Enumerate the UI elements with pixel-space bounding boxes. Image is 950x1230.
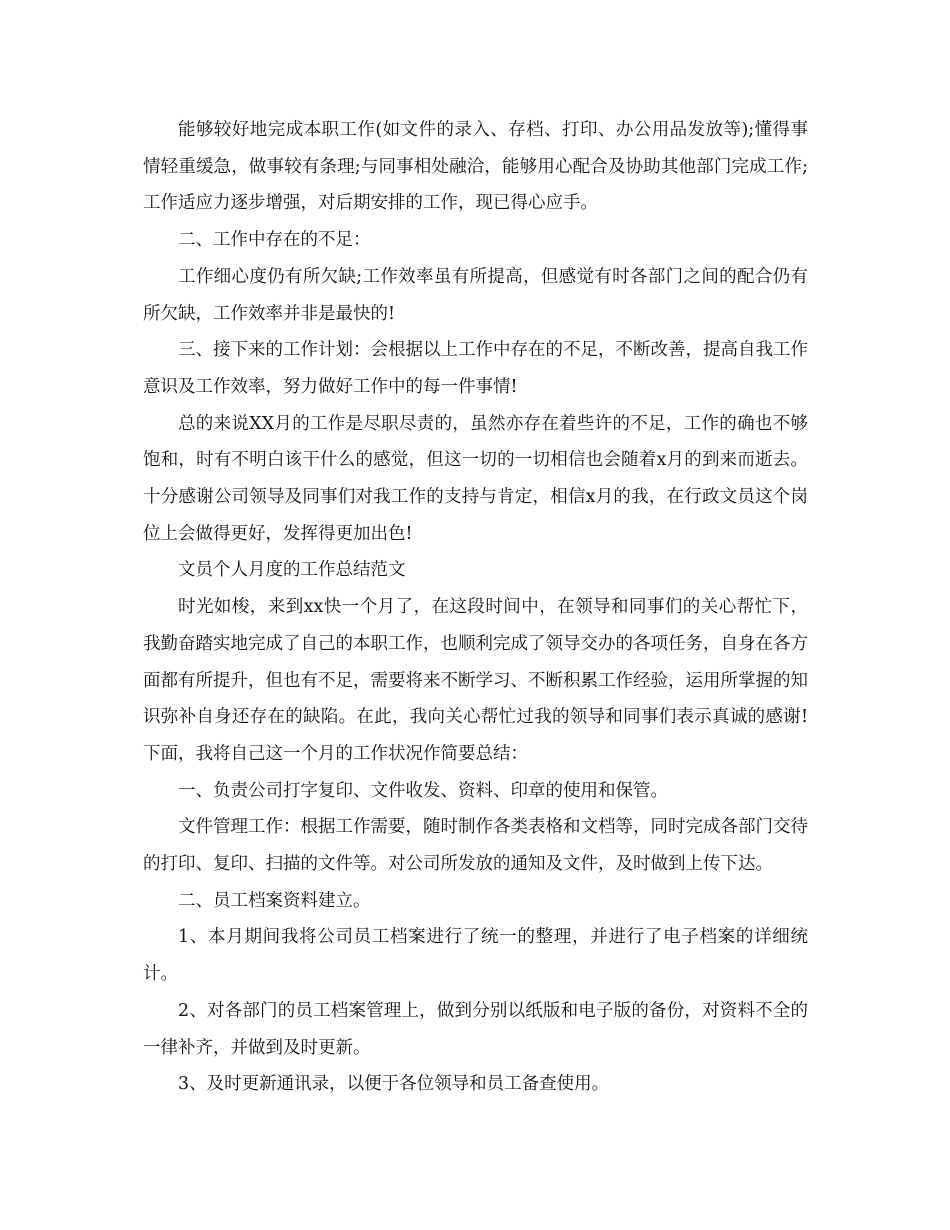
paragraph: 总的来说XX月的工作是尽职尽责的，虽然亦存在着些许的不足，工作的确也不够饱和，时有不明白该干什么的感觉，但这一切的一切相信也会随着x月的到来而逝去。十分感谢公司领导及同事们对我工作的支持与肯定，相信x月的我，在行政文员这个岗位上会做得更好，发挥得更加出色! (143, 413, 808, 544)
list-item: 2、对各部门的员工档案管理上，做到分别以纸版和电子版的备份，对资料不全的一律补齐，并做到及时更新。 (143, 1000, 808, 1058)
list-item: 1、本月期间我将公司员工档案进行了统一的整理，并进行了电子档案的详细统计。 (143, 927, 808, 985)
section-heading: 一、负责公司打字复印、文件收发、资料、印章的使用和保管。 (178, 780, 668, 801)
document-body (143, 112, 808, 1103)
document-title: 文员个人月度的工作总结范文 (178, 560, 406, 581)
paragraph: 能够较好地完成本职工作(如文件的录入、存档、打印、办公用品发放等);懂得事情轻重缓急，做事较有条理;与同事相处融洽，能够用心配合及协助其他部门完成工作;工作适应力逐步增强，对后期安排的工作，现已得心应手。 (143, 120, 808, 214)
paragraph: 工作细心度仍有所欠缺;工作效率虽有所提高，但感觉有时各部门之间的配合仍有所欠缺，工作效率并非是最快的! (143, 266, 808, 324)
paragraph: 三、接下来的工作计划：会根据以上工作中存在的不足，不断改善，提高自我工作意识及工作效率，努力做好工作中的每一件事情! (143, 340, 808, 397)
paragraph: 文件管理工作：根据工作需要，随时制作各类表格和文档等，同时完成各部门交待的打印、复印、扫描的文件等。对公司所发放的通知及文件，及时做到上传下达。 (143, 817, 808, 875)
section-heading: 二、员工档案资料建立。 (178, 890, 371, 911)
paragraph: 时光如梭，来到xx快一个月了，在这段时间中，在领导和同事们的关心帮忙下，我勤奋踏实地完成了自己的本职工作，也顺利完成了领导交办的各项任务，自身在各方面都有所提升，但也有不足，需要将来不断学习、不断积累工作经验，运用所掌握的知识弥补自身还存在的缺陷。在此，我向关心帮忙过我的领导和同事们表示真诚的感谢!下面，我将自己这一个月的工作状况作简要总结： (143, 597, 808, 764)
list-item: 3、及时更新通讯录，以便于各位领导和员工备查使用。 (178, 1074, 610, 1095)
section-heading: 二、工作中存在的不足： (178, 230, 371, 251)
